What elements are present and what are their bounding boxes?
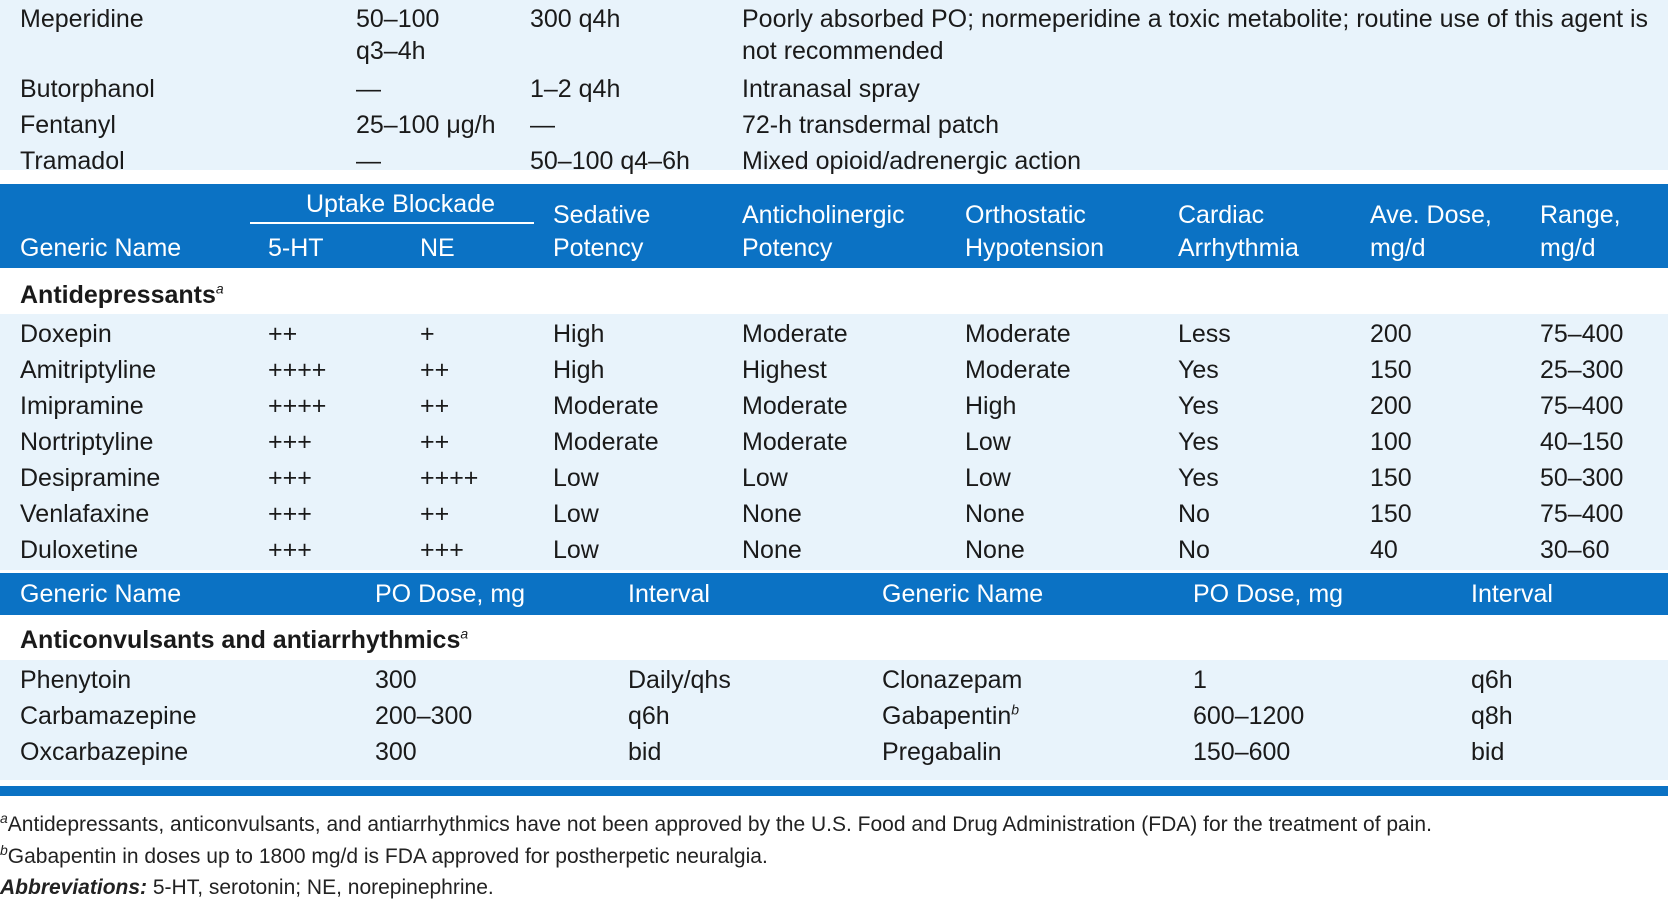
dose-range: 75–400 bbox=[1540, 320, 1624, 348]
drug-name-text: Gabapentin bbox=[882, 702, 1012, 730]
col-ave-dose: Ave. Dose, bbox=[1370, 201, 1492, 229]
col-ne: NE bbox=[420, 234, 455, 262]
col-sedative: Sedative bbox=[553, 201, 651, 229]
col-po-dose-a: PO Dose, mg bbox=[375, 580, 526, 608]
ht-uptake: ++++ bbox=[268, 392, 327, 420]
opioid-po: 1–2 q4h bbox=[530, 75, 621, 103]
sedative-potency: Low bbox=[553, 500, 599, 528]
orthostatic-hypotension: Low bbox=[965, 464, 1011, 492]
anticholinergic-potency: Low bbox=[742, 464, 788, 492]
section-title-anticonvulsants bbox=[20, 624, 468, 656]
ne-uptake: ++ bbox=[420, 356, 450, 384]
footnote-b bbox=[0, 844, 768, 870]
opioid-parenteral: — bbox=[356, 147, 381, 175]
po-dose: 600–1200 bbox=[1193, 702, 1305, 730]
col-sedative: Potency bbox=[553, 234, 644, 262]
cardiac-arrhythmia: Yes bbox=[1178, 464, 1219, 492]
ne-uptake: ++ bbox=[420, 428, 450, 456]
dose-range: 30–60 bbox=[1540, 536, 1610, 564]
anticholinergic-potency: None bbox=[742, 536, 802, 564]
col-5ht: 5-HT bbox=[268, 234, 324, 262]
footnote-marker: b bbox=[0, 842, 8, 858]
abbreviations-note bbox=[0, 875, 494, 901]
ne-uptake: ++++ bbox=[420, 464, 479, 492]
sedative-potency: Low bbox=[553, 464, 599, 492]
opioid-parenteral: q3–4h bbox=[356, 37, 426, 65]
drug-name: Oxcarbazepine bbox=[20, 738, 189, 766]
dose-range: 50–300 bbox=[1540, 464, 1624, 492]
col-interval-b: Interval bbox=[1471, 580, 1553, 608]
orthostatic-hypotension: None bbox=[965, 500, 1025, 528]
anticonvulsant-rows-band bbox=[0, 660, 1668, 780]
anticholinergic-potency: Moderate bbox=[742, 320, 848, 348]
drug-name bbox=[882, 700, 1019, 732]
sedative-potency: Low bbox=[553, 536, 599, 564]
cardiac-arrhythmia: Less bbox=[1178, 320, 1231, 348]
interval: Daily/qhs bbox=[628, 666, 731, 694]
footnote-text: Gabapentin in doses up to 1800 mg/d is FDA approved for postherpetic neuralgia. bbox=[7, 845, 768, 868]
average-dose: 150 bbox=[1370, 500, 1412, 528]
po-dose: 300 bbox=[375, 666, 417, 694]
footnote-marker: a bbox=[215, 280, 224, 297]
opioid-po: 50–100 q4–6h bbox=[530, 147, 690, 175]
drug-name: Phenytoin bbox=[20, 666, 132, 694]
drug-name: Doxepin bbox=[20, 320, 112, 348]
col-cardiac: Arrhythmia bbox=[1178, 234, 1299, 262]
drug-name: Duloxetine bbox=[20, 536, 139, 564]
opioid-comment: not recommended bbox=[742, 37, 944, 65]
anticonvulsant-header bbox=[0, 573, 1668, 615]
col-generic-name: Generic Name bbox=[20, 234, 182, 262]
col-ave-dose: mg/d bbox=[1370, 234, 1426, 262]
cardiac-arrhythmia: Yes bbox=[1178, 356, 1219, 384]
anticholinergic-potency: Highest bbox=[742, 356, 827, 384]
orthostatic-hypotension: Low bbox=[965, 428, 1011, 456]
footnote-marker: b bbox=[1011, 701, 1020, 718]
average-dose: 200 bbox=[1370, 392, 1412, 420]
opioid-parenteral: 25–100 μg/h bbox=[356, 111, 496, 139]
dose-range: 75–400 bbox=[1540, 500, 1624, 528]
ne-uptake: + bbox=[420, 320, 435, 348]
opioid-parenteral: 50–100 bbox=[356, 5, 440, 33]
abbreviations-label: Abbreviations: bbox=[0, 876, 148, 899]
drug-name bbox=[882, 736, 1002, 768]
cardiac-arrhythmia: Yes bbox=[1178, 392, 1219, 420]
po-dose: 300 bbox=[375, 738, 417, 766]
opioid-name: Fentanyl bbox=[20, 111, 116, 139]
opioid-name: Butorphanol bbox=[20, 75, 155, 103]
ht-uptake: ++++ bbox=[268, 356, 327, 384]
average-dose: 100 bbox=[1370, 428, 1412, 456]
drug-name: Carbamazepine bbox=[20, 702, 197, 730]
section-title-text: Antidepressants bbox=[20, 281, 216, 309]
dose-range: 75–400 bbox=[1540, 392, 1624, 420]
average-dose: 40 bbox=[1370, 536, 1398, 564]
drug-name: Amitriptyline bbox=[20, 356, 157, 384]
col-po-dose-b: PO Dose, mg bbox=[1193, 580, 1344, 608]
po-dose: 1 bbox=[1193, 666, 1207, 694]
footnote-marker: a bbox=[0, 810, 8, 826]
cardiac-arrhythmia: Yes bbox=[1178, 428, 1219, 456]
drug-name-text: Pregabalin bbox=[882, 738, 1002, 766]
col-interval-a: Interval bbox=[628, 580, 710, 608]
table-bottom-rule bbox=[0, 786, 1668, 796]
opioid-comment: 72-h transdermal patch bbox=[742, 111, 1000, 139]
orthostatic-hypotension: High bbox=[965, 392, 1017, 420]
ne-uptake: +++ bbox=[420, 536, 464, 564]
anticholinergic-potency: Moderate bbox=[742, 428, 848, 456]
cardiac-arrhythmia: No bbox=[1178, 536, 1210, 564]
interval: bid bbox=[1471, 738, 1505, 766]
opioid-comment: Poorly absorbed PO; normeperidine a toxic metabolite; routine use of this agent is bbox=[742, 5, 1649, 33]
anticholinergic-potency: Moderate bbox=[742, 392, 848, 420]
col-orthostatic: Hypotension bbox=[965, 234, 1104, 262]
interval: q6h bbox=[1471, 666, 1513, 694]
ht-uptake: +++ bbox=[268, 500, 312, 528]
ne-uptake: ++ bbox=[420, 500, 450, 528]
average-dose: 200 bbox=[1370, 320, 1412, 348]
footnote-text: Antidepressants, anticonvulsants, and antiarrhythmics have not been approved by the U.S. Food and Drug Administration (FDA) for the treatment of pain. bbox=[7, 813, 1432, 836]
drug-name: Desipramine bbox=[20, 464, 161, 492]
anticholinergic-potency: None bbox=[742, 500, 802, 528]
sedative-potency: Moderate bbox=[553, 428, 659, 456]
opioid-parenteral: — bbox=[356, 75, 381, 103]
orthostatic-hypotension: None bbox=[965, 536, 1025, 564]
abbreviations-text: 5-HT, serotonin; NE, norepinephrine. bbox=[147, 876, 494, 899]
uptake-blockade-underline bbox=[250, 222, 534, 224]
ht-uptake: ++ bbox=[268, 320, 298, 348]
opioid-name: Meperidine bbox=[20, 5, 144, 33]
average-dose: 150 bbox=[1370, 356, 1412, 384]
sedative-potency: Moderate bbox=[553, 392, 659, 420]
drug-name: Nortriptyline bbox=[20, 428, 154, 456]
ne-uptake: ++ bbox=[420, 392, 450, 420]
sedative-potency: High bbox=[553, 356, 605, 384]
average-dose: 150 bbox=[1370, 464, 1412, 492]
po-dose: 150–600 bbox=[1193, 738, 1291, 766]
po-dose: 200–300 bbox=[375, 702, 473, 730]
opioid-comment: Mixed opioid/adrenergic action bbox=[742, 147, 1082, 175]
opioid-po: 300 q4h bbox=[530, 5, 621, 33]
drug-name: Venlafaxine bbox=[20, 500, 150, 528]
col-anticholinergic: Potency bbox=[742, 234, 833, 262]
ht-uptake: +++ bbox=[268, 536, 312, 564]
opioid-po: — bbox=[530, 111, 555, 139]
col-orthostatic: Orthostatic bbox=[965, 201, 1086, 229]
drug-name bbox=[882, 664, 1022, 696]
dose-range: 40–150 bbox=[1540, 428, 1624, 456]
drug-name-text: Clonazepam bbox=[882, 666, 1023, 694]
col-cardiac: Cardiac bbox=[1178, 201, 1265, 229]
sedative-potency: High bbox=[553, 320, 605, 348]
interval: q8h bbox=[1471, 702, 1513, 730]
cardiac-arrhythmia: No bbox=[1178, 500, 1210, 528]
uptake-blockade-heading: Uptake Blockade bbox=[306, 190, 496, 218]
orthostatic-hypotension: Moderate bbox=[965, 320, 1071, 348]
col-range: Range, bbox=[1540, 201, 1621, 229]
ht-uptake: +++ bbox=[268, 464, 312, 492]
col-range: mg/d bbox=[1540, 234, 1596, 262]
dose-range: 25–300 bbox=[1540, 356, 1624, 384]
section-title-text: Anticonvulsants and antiarrhythmics bbox=[20, 626, 461, 654]
footnote-marker: a bbox=[460, 625, 469, 642]
interval: q6h bbox=[628, 702, 670, 730]
opioid-comment: Intranasal spray bbox=[742, 75, 920, 103]
drug-name: Imipramine bbox=[20, 392, 144, 420]
col-generic-name-b: Generic Name bbox=[882, 580, 1044, 608]
orthostatic-hypotension: Moderate bbox=[965, 356, 1071, 384]
col-anticholinergic: Anticholinergic bbox=[742, 201, 905, 229]
footnote-a bbox=[0, 812, 1432, 838]
opioid-name: Tramadol bbox=[20, 147, 125, 175]
ht-uptake: +++ bbox=[268, 428, 312, 456]
interval: bid bbox=[628, 738, 662, 766]
col-generic-name-a: Generic Name bbox=[20, 580, 182, 608]
section-title-antidepressants bbox=[20, 279, 224, 311]
